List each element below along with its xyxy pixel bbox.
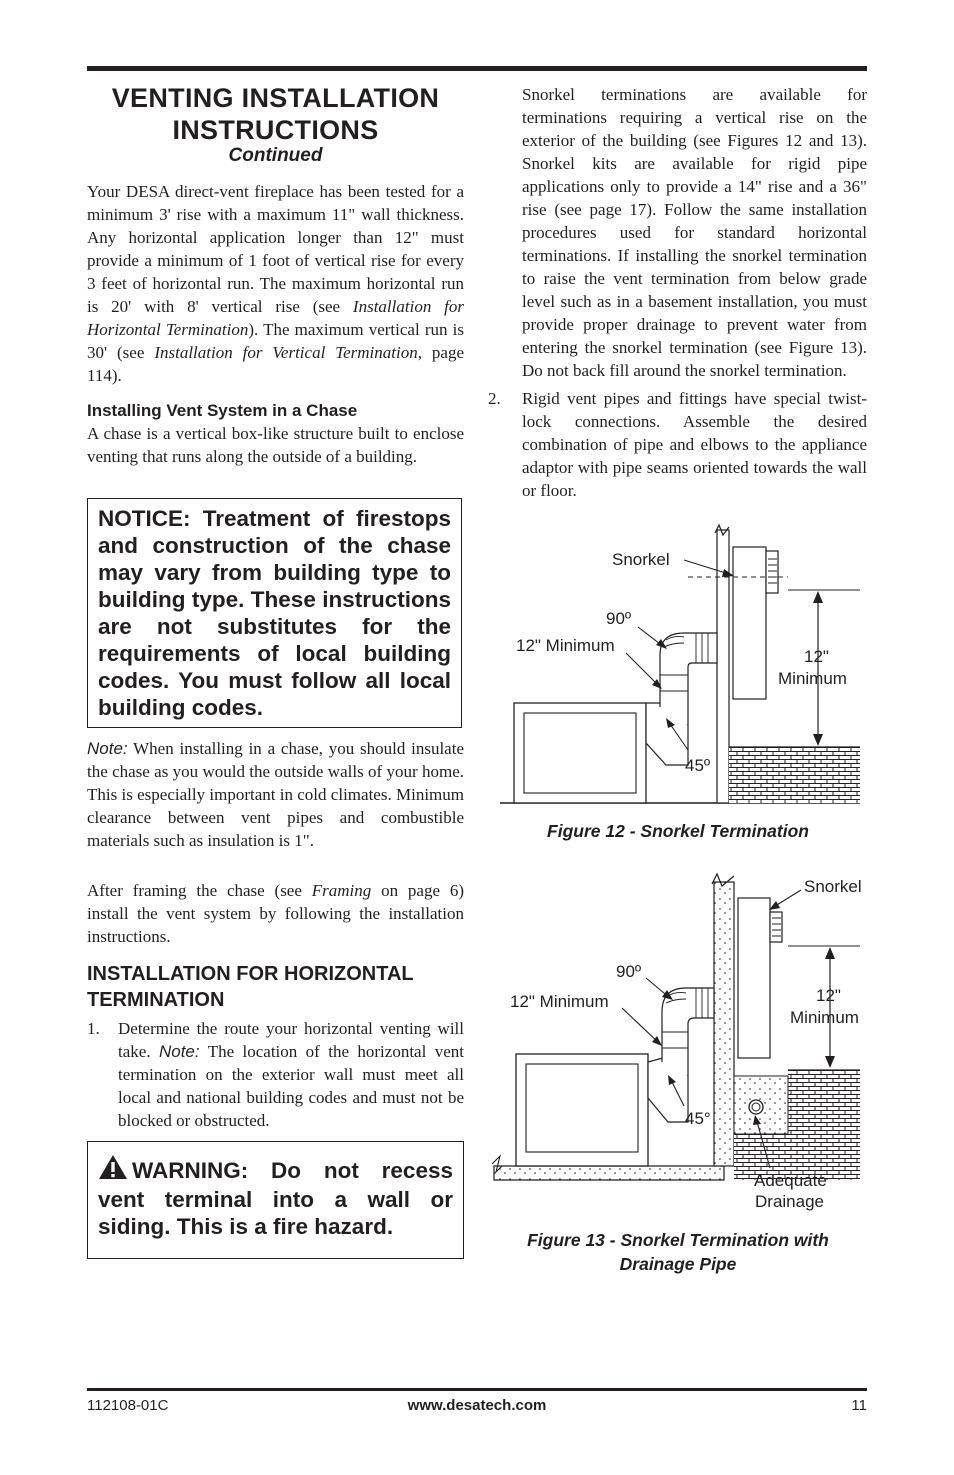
- figure-13-minimum-label: Minimum: [790, 1008, 859, 1027]
- figure-13-caption: [488, 1228, 868, 1276]
- horizontal-heading-line-1: INSTALLATION FOR HORIZONTAL: [87, 963, 414, 985]
- note-text: When installing in a chase, you should insulate the chase as you would the outside walls of your home. This is especially important in cold climates. Minimum clearance between vent pipes and combustible materials such as insulation is 1".: [87, 739, 464, 850]
- horizontal-heading-line-2: TERMINATION: [87, 989, 225, 1011]
- bottom-rule: [87, 1388, 867, 1391]
- snorkel-cap: [770, 912, 782, 942]
- intro-ref-vertical: Installation for Vertical Termination: [154, 343, 418, 362]
- intro-paragraph: [87, 180, 464, 387]
- warning-text: WARNING: Do not recess vent terminal into a wall or siding. This is a fire hazard.: [98, 1158, 453, 1239]
- figure-13-diagram: [488, 866, 868, 1216]
- framing-ref: Framing: [311, 881, 372, 900]
- document-number: 112108-01C: [87, 1397, 169, 1414]
- page-title: [87, 82, 464, 146]
- warning-triangle-icon: [98, 1154, 128, 1186]
- figure-12-caption: Figure 12 - Snorkel Termination: [547, 821, 809, 841]
- figure-13: [488, 866, 868, 1221]
- figure-13-12-minimum-left-label: 12" Minimum: [510, 992, 609, 1011]
- website-link[interactable]: www.desatech.com: [407, 1397, 547, 1414]
- ground-brick: [729, 747, 860, 803]
- continued-label: Continued: [228, 145, 323, 166]
- note-label: Note:: [87, 739, 128, 758]
- figure-12-45-label: 45º: [685, 756, 711, 775]
- figure-12: [488, 515, 868, 815]
- step-1-text-a: Determine the route your horizontal venting will take.: [118, 1019, 464, 1061]
- step-1-text: [118, 1017, 464, 1132]
- chase-heading: Installing Vent System in a Chase: [87, 401, 358, 420]
- framing-text-b: on page 6) install the vent system by following the installation instructions.: [87, 881, 464, 946]
- snorkel-paragraph: Snorkel terminations are available for terminations requiring a vertical rise on the exterior of the building (see Figures 12 and 13). Snorkel kits are available for rigid pipe applications only to provide a 14" rise and a 36" rise (see page 17). Follow the same installation procedures used for standard horizontal terminations. If installing the snorkel termination to raise the vent termination from below grade level such as in a basement installation, you must provide proper drainage to prevent water from entering the snorkel termination (see Figure 13). Do not back fill around the snorkel termination.: [522, 85, 867, 380]
- figure-12-12-label: 12": [804, 647, 829, 666]
- figure-13-90-label: 90º: [616, 962, 642, 981]
- snorkel-cap: [766, 551, 778, 593]
- chase-paragraph: A chase is a vertical box-like structure built to enclose venting that runs along the outside of a building.: [87, 424, 464, 466]
- step-2-text: Rigid vent pipes and fittings have special twist-lock connections. Assemble the desired combination of pipe and elbows to the appliance adaptor with pipe seams oriented towards the wall or floor.: [522, 389, 867, 500]
- top-rule: [87, 66, 867, 71]
- step-2-number: 2.: [488, 389, 501, 408]
- figure-13-caption-line-2: Drainage Pipe: [619, 1254, 737, 1274]
- figure-13-adequate-label: Adequate: [754, 1171, 827, 1190]
- notice-box: NOTICE: Treatment of firestops and construction of the chase may vary from building type to building type. These instructions are not substitutes for the requirements of local building codes. You must follow all local building codes.: [87, 498, 462, 728]
- step-1-number: 1.: [87, 1019, 100, 1038]
- title-line-2: INSTRUCTIONS: [172, 115, 379, 145]
- figure-13-snorkel-label: Snorkel: [804, 877, 862, 896]
- intro-text-c: , page 114).: [87, 343, 465, 385]
- framing-paragraph: [87, 879, 464, 948]
- intro-ref-horizontal: Installation for Horizontal Termination: [87, 297, 464, 339]
- figure-12-minimum-label: Minimum: [778, 669, 847, 688]
- snorkel-body: [733, 547, 766, 699]
- title-line-1: VENTING INSTALLATION: [111, 83, 440, 113]
- intro-text-b: ). The maximum vertical run is 30' (see: [87, 320, 464, 362]
- note-paragraph: [87, 737, 464, 852]
- step-1-text-b: The location of the horizontal vent termination on the exterior wall must meet all local and national building codes and must not be blocked or obstructed.: [118, 1042, 464, 1130]
- figure-12-snorkel-label: Snorkel: [612, 550, 670, 569]
- figure-13-caption-line-1: Figure 13 - Snorkel Termination with: [527, 1230, 829, 1250]
- figure-13-12-label: 12": [816, 986, 841, 1005]
- horizontal-termination-heading: [87, 961, 464, 1013]
- step-1-note-label: Note:: [158, 1042, 200, 1061]
- warning-box: [87, 1141, 464, 1259]
- intro-text-a: Your DESA direct-vent fireplace has been tested for a minimum 3' rise with a maximum 11" wall thickness. Any horizontal application longer than 12" must provide a minimum of 1 foot of vertical rise for every 3 feet of horizontal run. The maximum horizontal run is 20' with 8' vertical rise (see: [87, 182, 464, 316]
- snorkel-body: [738, 898, 770, 1058]
- page-number: 11: [851, 1397, 867, 1414]
- figure-12-90-label: 90º: [606, 609, 632, 628]
- figure-13-drainage-label: Drainage: [755, 1192, 824, 1211]
- figure-12-12-minimum-left-label: 12" Minimum: [516, 636, 615, 655]
- figure-12-diagram: [488, 515, 868, 810]
- figure-13-45-label: 45°: [685, 1109, 711, 1128]
- framing-text-a: After framing the chase (see: [87, 881, 312, 900]
- foundation-wall: [714, 882, 734, 1166]
- ground-brick: [788, 1070, 860, 1180]
